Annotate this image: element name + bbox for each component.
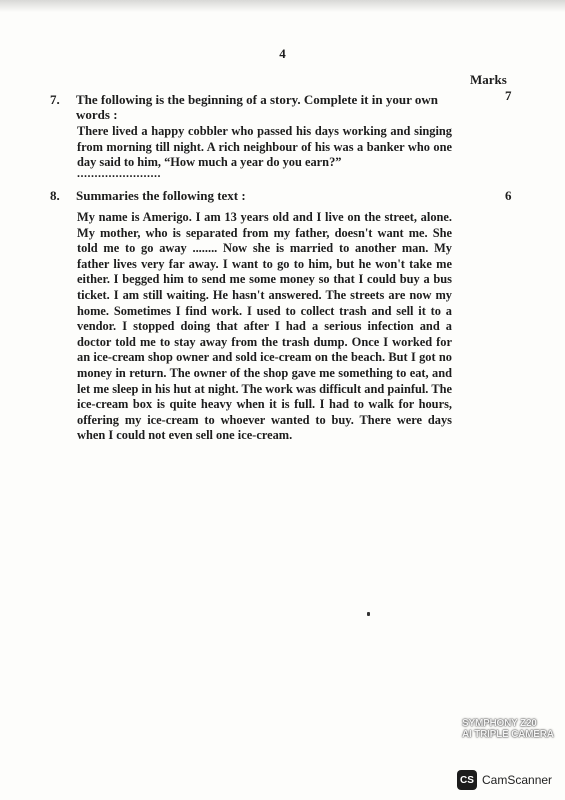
watermark-line-1: SYMPHONY Z20 [462, 718, 537, 729]
question-7-text: There lived a happy cobbler who passed his days working and singing from morning till night. A rich neighbour of his was a banker who one day said to him, “How much a year do you earn?” [77, 124, 452, 170]
scan-edge-shadow [0, 0, 565, 12]
camscanner-logo-icon: CS [457, 770, 477, 790]
question-7-marks: 7 [505, 88, 512, 103]
page-number: 4 [279, 46, 286, 61]
question-8-text: My name is Amerigo. I am 13 years old and I live on the street, alone. My mother, who is separated from my father, doesn't want me. She told me to go away ........ Now she is married to another man. My father lives very far away. I want to go to him, but he won't take me either. I begged him to send me some money so that I could buy a bus ticket. I am still waiting. He hasn't answered. The streets are now my home. Sometimes I find work. I used to collect trash and sell it to a vendor. I stopped doing that after I had a serious infection and a doctor told me to stay away from the trash dump. Once I worked for an ice-cream shop owner and sold ice-cream on the beach. But I got no money in return. The owner of the shop gave me something to eat, and let me sleep in his hut at night. The work was difficult and painful. The ice-cream box is quite heavy when it is full. I had to walk for hours, offering my ice-cream to whoever wanted to buy. There were days when I could not even sell one ice-cream. [77, 210, 452, 443]
marks-column-header: Marks [470, 72, 507, 87]
stray-ink-mark [367, 612, 370, 616]
question-7-number: 7. [50, 92, 60, 107]
question-8-marks: 6 [505, 188, 512, 203]
question-7-title: The following is the beginning of a story. Complete it in your own words : [76, 92, 438, 122]
camscanner-badge [457, 770, 552, 790]
camscanner-name: CamScanner [482, 773, 553, 787]
camera-watermark [462, 718, 556, 752]
question-7-answer-dots: ........................ [77, 166, 161, 180]
watermark-line-2: AI TRIPLE CAMERA [462, 729, 554, 740]
question-8-title: Summaries the following text : [76, 188, 246, 203]
question-8-number: 8. [50, 188, 60, 203]
